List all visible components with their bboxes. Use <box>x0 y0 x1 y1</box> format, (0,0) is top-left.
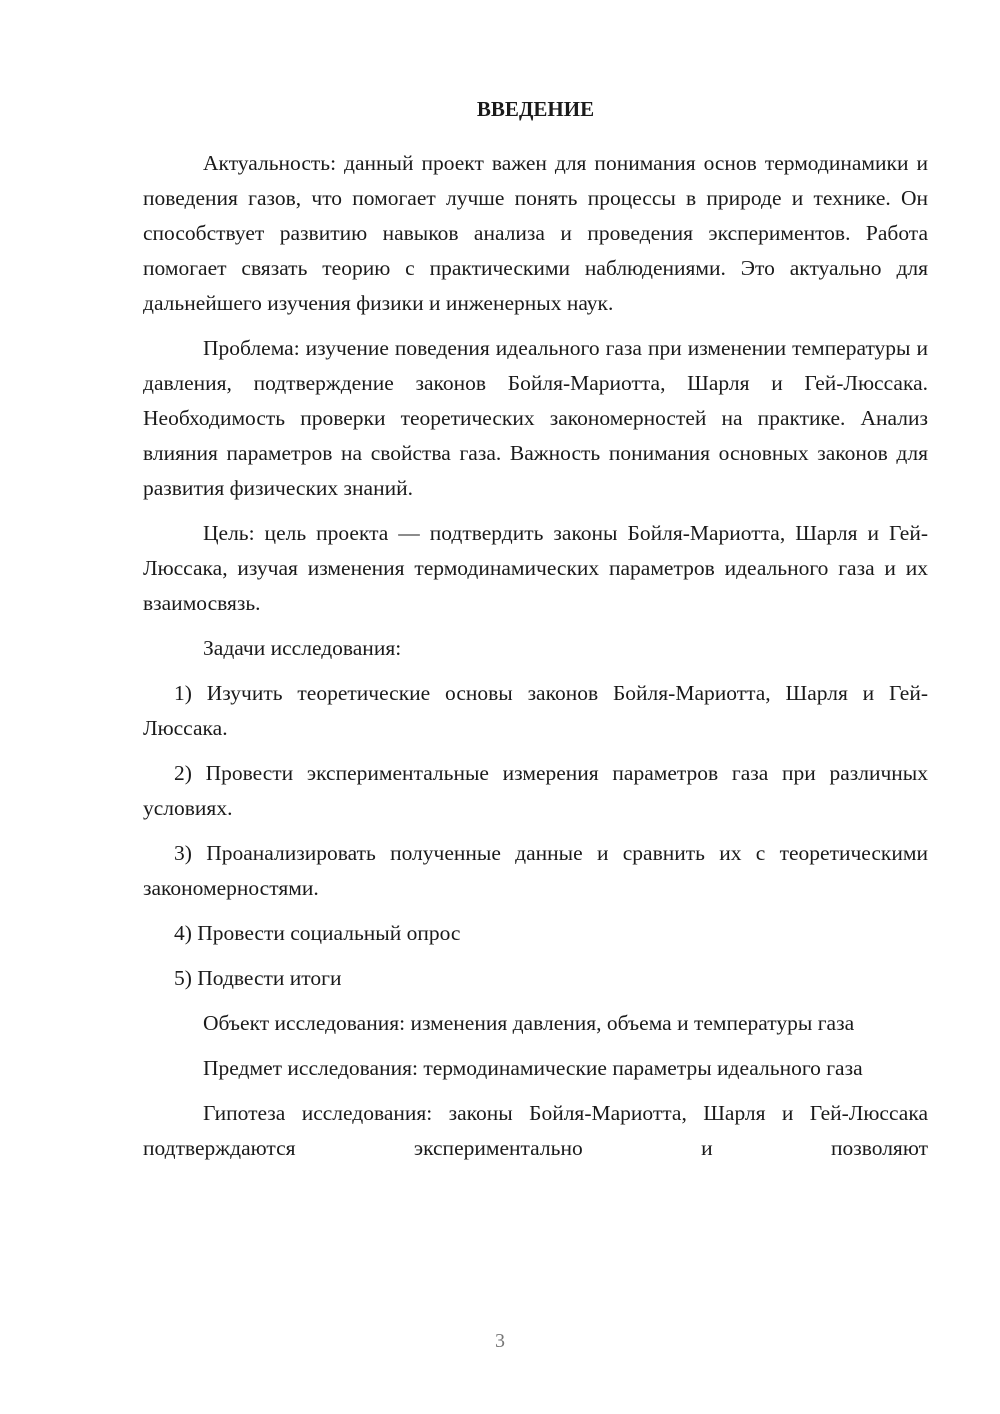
section-title: ВВЕДЕНИЕ <box>476 97 595 121</box>
subject-paragraph: Предмет исследования: термодинамические параметры идеального газа <box>203 1056 863 1080</box>
task-item-5: 5) Подвести итоги <box>174 966 342 990</box>
task-item-2: 2) Провести экспериментальные измерения параметров газа при различных условиях. <box>143 761 928 820</box>
task-item-4: 4) Провести социальный опрос <box>174 921 461 945</box>
goal-paragraph: Цель: цель проекта — подтвердить законы Бойля-Мариотта, Шарля и Гей-Люссака, изучая изменения термодинамических параметров идеального газа и их взаимосвязь. <box>143 521 928 615</box>
hypothesis-paragraph: Гипотеза исследования: законы Бойля-Мариотта, Шарля и Гей-Люссака подтверждаются экспериментально и позволяют <box>143 1101 928 1160</box>
task-item-1: 1) Изучить теоретические основы законов Бойля-Мариотта, Шарля и Гей-Люссака. <box>143 681 928 740</box>
relevance-paragraph: Актуальность: данный проект важен для понимания основ термодинамики и поведения газов, что помогает лучше понять процессы в природе и технике. Он способствует развитию навыков анализа и проведения экспериментов. Работа помогает связать теорию с практическими наблюдениями. Это актуально для дальнейшего изучения физики и инженерных наук. <box>143 151 928 315</box>
object-paragraph: Объект исследования: изменения давления, объема и температуры газа <box>203 1011 855 1035</box>
document-page <box>143 92 928 1166</box>
problem-paragraph: Проблема: изучение поведения идеального газа при изменении температуры и давления, подтверждение законов Бойля-Мариотта, Шарля и Гей-Люссака. Необходимость проверки теоретических закономерностей на практике. Анализ влияния параметров на свойства газа. Важность понимания основных законов для развития физических знаний. <box>143 336 928 500</box>
page-number: 3 <box>495 1330 505 1352</box>
tasks-heading: Задачи исследования: <box>203 636 402 660</box>
task-item-3: 3) Проанализировать полученные данные и сравнить их с теоретическими закономерностями. <box>143 841 928 900</box>
